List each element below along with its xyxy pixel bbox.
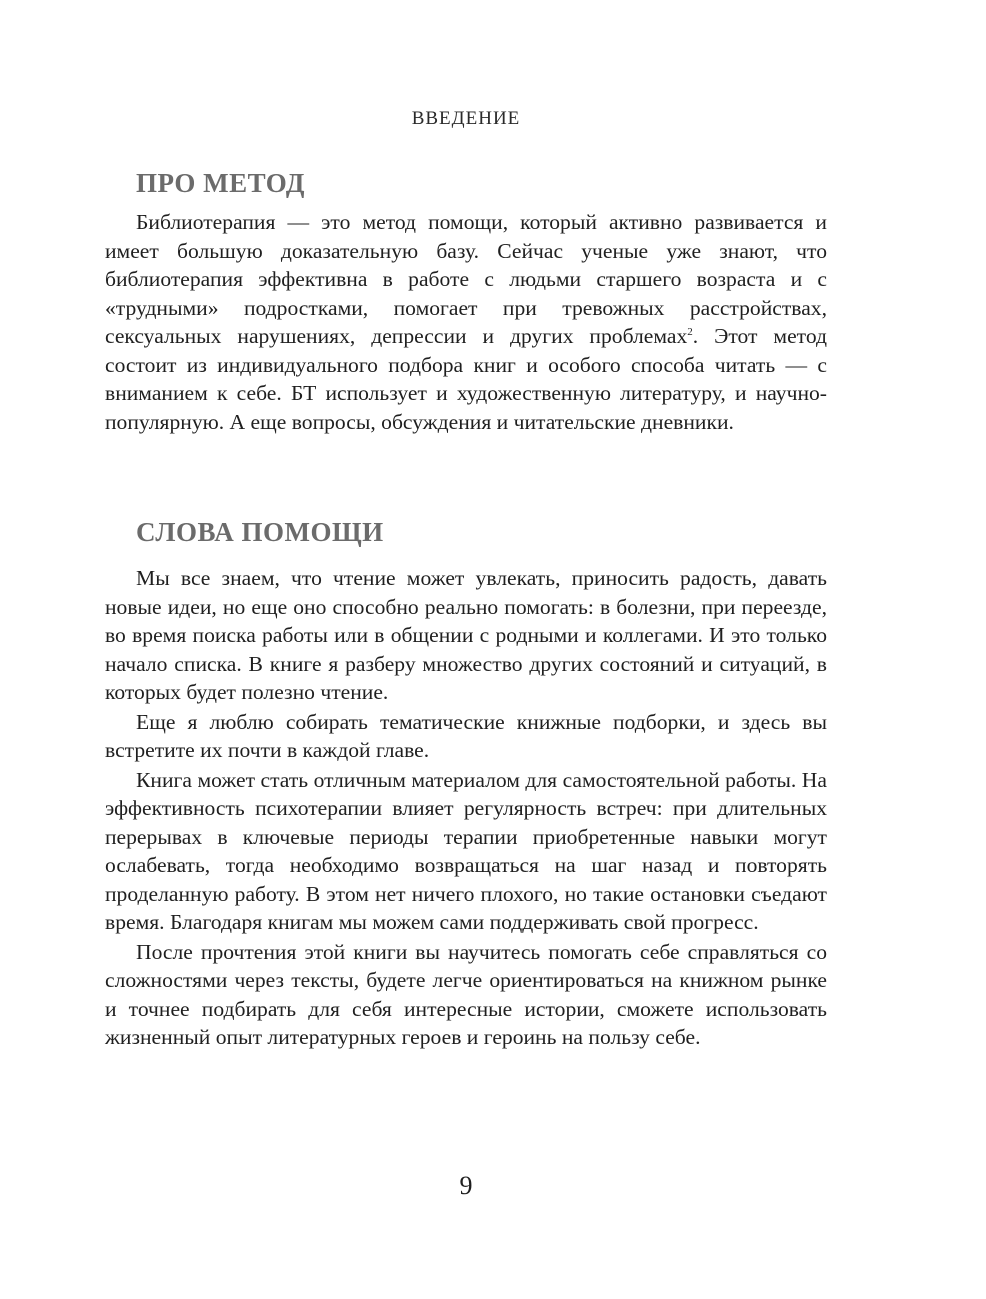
paragraph: После прочтения этой книги вы научитесь помогать себе справляться со сложностями через тексты, будете легче ориентироваться на книжном рынке и точнее подбирать для себя интересные истории, сможете использовать жизненный опыт литературных героев и героинь на пользу себе.	[105, 939, 827, 1049]
section-pro-metod	[105, 166, 827, 436]
paragraph	[105, 208, 827, 436]
paragraph-text: . Этот метод состоит из индивидуального подбора книг и особого способа читать — с вниманием к себе. БТ использует и художественную литературу, и научно-популярную. А еще вопросы, обсуждения и читательские дневники.	[105, 324, 827, 434]
book-page	[105, 0, 827, 1299]
paragraph: Еще я люблю собирать тематические книжные подборки, и здесь вы встретите их почти в каждой главе.	[105, 709, 827, 762]
section-heading: СЛОВА ПОМОЩИ	[136, 517, 384, 547]
page-number: 9	[459, 1171, 473, 1200]
paragraph: Мы все знаем, что чтение может увлекать, приносить радость, давать новые идеи, но еще оно способно реально помогать: в болезни, при переезде, во время поиска работы или в общении с родными и коллегами. И это только начало списка. В книге я разберу множество других состояний и ситуаций, в которых будет полезно чтение.	[105, 566, 827, 704]
section-heading: ПРО МЕТОД	[136, 168, 305, 198]
paragraph-text: Библиотерапия — это метод помощи, который активно развивается и имеет большую доказательную базу. Сейчас ученые уже знают, что библиотерапия эффективна в работе с людьми старшего возраста и с «трудными» подростками, помогает при тревожных расстройствах, сексуальных нарушениях, депрессии и других проблемах	[105, 210, 827, 348]
footnote-reference[interactable]: 2	[687, 325, 693, 338]
running-head: ВВЕДЕНИЕ	[411, 108, 521, 129]
paragraph: Книга может стать отличным материалом для самостоятельной работы. На эффективность психотерапии влияет регулярность встреч: при длительных перерывах в ключевые периоды терапии приобретенные навыки могут ослабевать, тогда необходимо возвращаться на шаг назад и повторять проделанную работу. В этом нет ничего плохого, но такие остановки съедают время. Благодаря книгам мы можем сами поддерживать свой прогресс.	[105, 767, 827, 934]
section-slova-pomoshchi	[105, 515, 827, 1052]
